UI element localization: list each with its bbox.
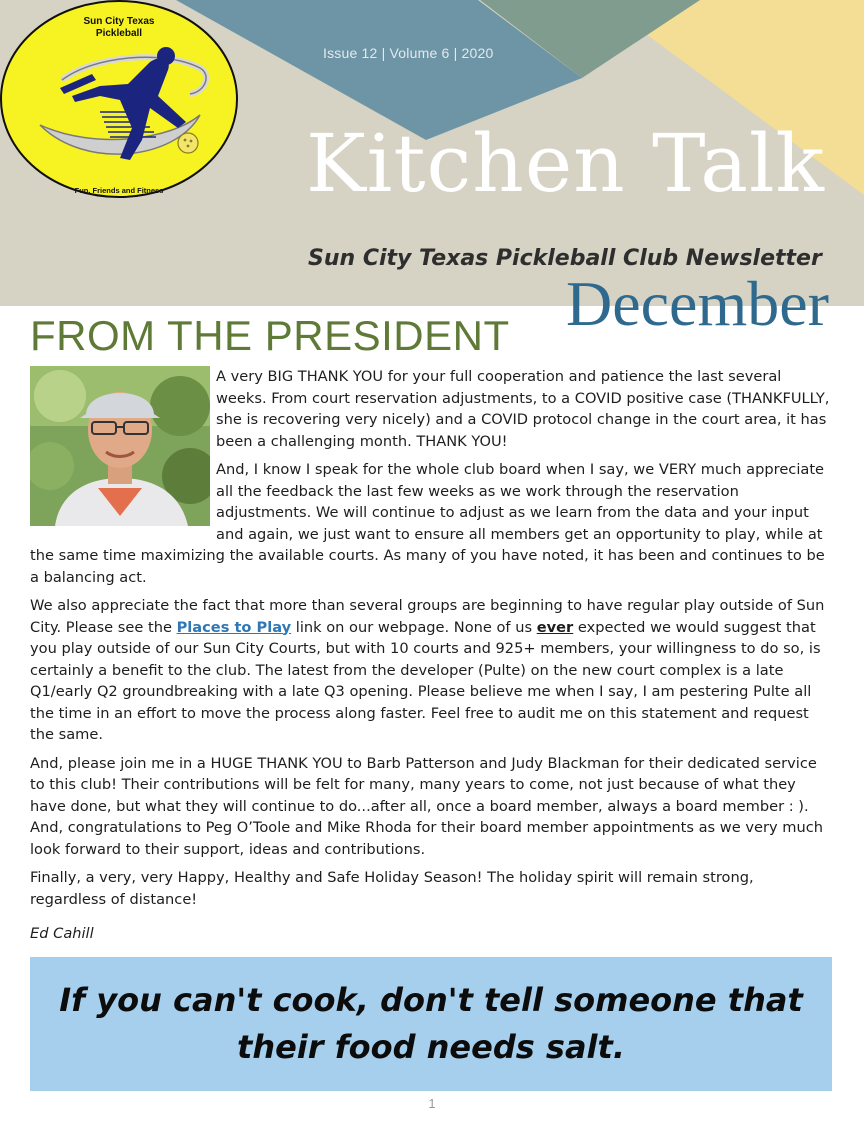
logo-top-text-2: Pickleball xyxy=(95,28,143,39)
quote-text: If you can't cook, don't tell someone that their food needs salt. xyxy=(59,981,803,1066)
letter-paragraph-3 xyxy=(30,595,834,746)
p3-text-b: link on our webpage. None of us xyxy=(291,618,537,636)
ever-emphasis: ever xyxy=(536,618,574,636)
letter-paragraph-2: And, I know I speak for the whole club board when I say, we VERY much appreciate all the feedback the last few weeks as we work through the reservation adjustments. We will continue to adjust as we learn from the data and your input and again, we just want to ensure all members get an opportunity to play, while at the same time maximizing the available courts. As many of you have noted, it has been and continues to be a balancing act. xyxy=(30,461,825,586)
issue-month: December xyxy=(566,268,829,339)
president-letter xyxy=(30,366,834,952)
logo-bottom-text: Fun, Friends and Fitness xyxy=(74,186,164,195)
newsletter-subtitle: Sun City Texas Pickleball Club Newsletter xyxy=(308,246,822,271)
letter-paragraph-1: A very BIG THANK YOU for your full cooperation and patience the last several weeks. From court reservation adjustments, to a COVID positive case (THANKFULLY, she is recovering very nicely) and a COVID protocol change in the court area, it has been a challenging month. THANK YOU! xyxy=(216,368,830,450)
letter-paragraph-4: And, please join me in a HUGE THANK YOU to Barb Patterson and Judy Blackman for their dedicated service to this club! Their contributions will be felt for many, many years to come, not just because of what they have done, but what they will continue to do...after all, once a board member, always a board member : ). And, congratulations to Peg O’Toole and Mike Rhoda for their board member appointments as we very much look forward to their support, ideas and contributions. xyxy=(30,754,823,858)
letter-paragraph-5: Finally, a very, very Happy, Healthy and Safe Holiday Season! The holiday spirit will remain strong, regardless of distance! xyxy=(30,869,754,908)
quote-box xyxy=(30,957,832,1091)
club-logo xyxy=(0,0,238,198)
p3-text-a: We also appreciate the fact that more than several groups are beginning to have regular play outside of Sun City. Please see the xyxy=(30,597,825,636)
page-number: 1 xyxy=(428,1096,436,1111)
photo-wrap-spacer xyxy=(30,366,216,528)
header-banner xyxy=(0,0,864,306)
issue-line: Issue 12 | Volume 6 | 2020 xyxy=(323,45,494,61)
logo-top-text-1: Sun City Texas xyxy=(83,16,155,27)
newsletter-title: Kitchen Talk xyxy=(306,117,826,210)
signature: Ed Cahill xyxy=(30,925,94,942)
p3-text-c: expected we would suggest that you play outside of our Sun City Courts, but with 10 courts and 925+ members, your willingness to do so, is certainly a benefit to the club. The latest from the developer (Pulte) on the new court complex is a late Q1/early Q2 groundbreaking with a late Q3 opening. Please believe me when I say, I am pestering Pulte all the time in an effort to move the process along faster. Feel free to audit me on this statement and request the same. xyxy=(30,618,821,743)
places-to-play-link[interactable]: Places to Play xyxy=(176,618,292,636)
section-title: FROM THE PRESIDENT xyxy=(30,312,510,359)
